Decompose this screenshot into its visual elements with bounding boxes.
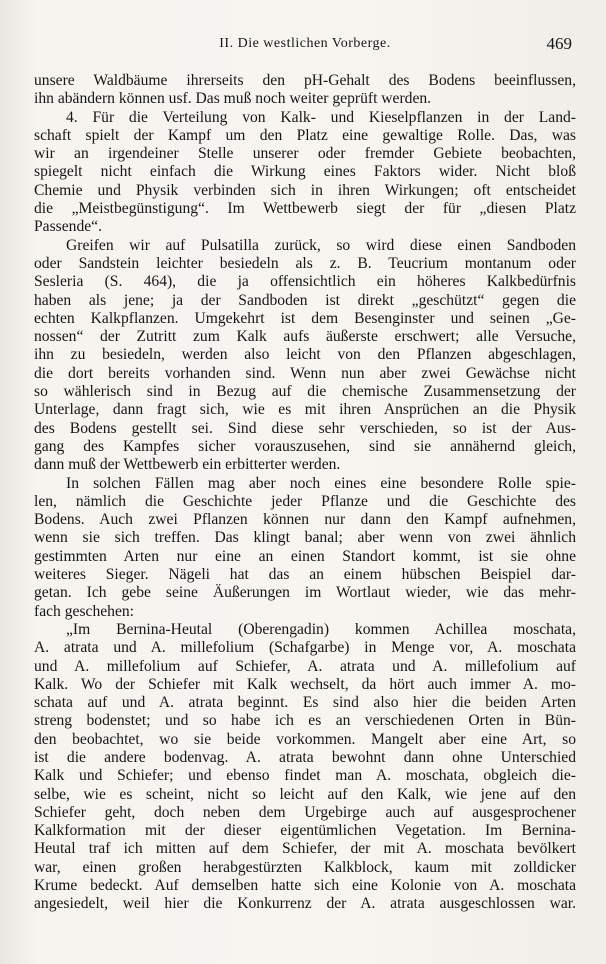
text-line: spiegelt nicht einfach die Wirkung eines Faktors wider. Nicht bloß — [34, 163, 576, 181]
text-line: 4. Für die Verteilung von Kalk- und Kieselpflanzen in der Land- — [66, 108, 576, 126]
text-line: ihn abändern können usf. Das muß noch weiter geprüft werden. — [34, 90, 432, 108]
text-line: getan. Ich gebe seine Äußerungen im Wortlaut wieder, wie das mehr- — [34, 584, 576, 602]
text-line: Heutal traf ich mitten auf dem Schiefer, der mit A. moschata bevölkert — [34, 840, 576, 858]
text-line: In solchen Fällen mag aber noch eines eine besondere Rolle spie- — [66, 474, 576, 492]
text-line: selbe, wie es scheint, nicht so leicht auf den Kalk, wie jene auf den — [34, 785, 576, 803]
running-header — [34, 34, 576, 58]
text-line: dann muß der Wettbewerb ein erbitterter werden. — [34, 456, 341, 474]
text-line: Bodens. Auch zwei Pflanzen können nur dann den Kampf aufnehmen, — [34, 511, 576, 529]
text-line: ist die andere bodenvag. A. atrata bewohnt dann ohne Unterschied — [34, 748, 576, 766]
text-line: schaft spielt der Kampf um den Platz eine gewaltige Rolle. Das, was — [34, 126, 576, 144]
text-line: Kalk und Schiefer; und ebenso findet man A. moschata, obgleich die- — [34, 767, 576, 785]
text-line: Unterlage, dann fragt sich, wie es mit ihren Ansprüchen an die Physik — [34, 401, 576, 419]
text-line: Krume bedeckt. Auf demselben hatte sich eine Kolonie von A. moschata — [34, 877, 576, 895]
text-line: streng bodenstet; und so habe ich es an verschiedenen Orten in Bün- — [34, 712, 576, 730]
text-line: und A. millefolium auf Schiefer, A. atrata und A. millefolium auf — [34, 657, 576, 675]
text-line: Sesleria (S. 464), die ja offensichtlich ein höheres Kalkbedürfnis — [34, 273, 576, 291]
text-line: unsere Waldbäume ihrerseits den pH-Gehalt des Bodens beeinflussen, — [34, 72, 576, 89]
text-line: so wählerisch sind in Bezug auf die chemische Zusammensetzung der — [34, 383, 576, 401]
text-line: haben als jene; ja der Sandboden ist direkt „geschützt“ gegen die — [34, 291, 576, 309]
text-line: die dort bereits vorhanden sind. Wenn nun aber zwei Gewächse nicht — [34, 364, 576, 382]
text-line: ihn zu besiedeln, werden also leicht von den Pflanzen abgeschlagen, — [34, 346, 576, 364]
text-line: den beobachtet, wo sie beide vorkommen. Mangelt aber eine Art, so — [34, 730, 576, 748]
text-line: Schiefer geht, doch neben dem Urgebirge auch auf ausgesprochener — [34, 803, 576, 821]
text-line: len, nämlich die Geschichte jeder Pflanze und die Geschichte des — [34, 492, 576, 510]
page-number: 469 — [546, 34, 572, 53]
text-line: weiteres Sieger. Nägeli hat das an einem hübschen Beispiel dar- — [34, 566, 576, 584]
text-line: Greifen wir auf Pulsatilla zurück, so wird diese einen Sandboden — [66, 236, 576, 254]
text-line: Passende“. — [34, 218, 102, 236]
text-line: Kalk. Wo der Schiefer mit Kalk wechselt, da hört auch immer A. mo- — [34, 675, 576, 693]
text-line: nossen“ der Zutritt zum Kalk aufs äußerste erschwert; alle Versuche, — [34, 328, 576, 346]
text-line: gestimmten Arten nur eine an einen Standort kommt, ist sie ohne — [34, 547, 576, 565]
text-line: oder Sandstein leichter besiedeln als z. B. Teucrium montanum oder — [34, 254, 576, 272]
text-line: Kalkformation mit der dieser eigentümlichen Vegetation. Im Bernina- — [34, 822, 576, 840]
text-line: angesiedelt, weil hier die Konkurrenz der A. atrata ausgeschlossen war. — [34, 895, 576, 913]
text-line: echten Kalkpflanzen. Umgekehrt ist dem Besenginster und seinen „Ge- — [34, 309, 576, 327]
text-line: gang des Kampfes sicher vorauszusehen, sind sie annähernd gleich, — [34, 437, 576, 455]
text-line: Chemie und Physik verbinden sich in ihren Wirkungen; oft entscheidet — [34, 181, 576, 199]
text-line: „Im Bernina-Heutal (Oberengadin) kommen Achillea moschata, — [66, 620, 576, 638]
text-line: die „Meistbegünstigung“. Im Wettbewerb siegt der für „diesen Platz — [34, 200, 576, 218]
text-line: war, einen großen herabgestürzten Kalkblock, kaum mit zolldicker — [34, 858, 576, 876]
text-line: fach geschehen: — [34, 602, 135, 620]
text-line: des Bodens gestellt sei. Sind diese sehr verschieden, so ist der Aus- — [34, 419, 576, 437]
body-text — [34, 72, 576, 914]
text-line: wenn sie sich treffen. Das klingt banal; aber wenn von zwei ähnlich — [34, 529, 576, 547]
text-line: schata auf und A. atrata beginnt. Es sind also hier die beiden Arten — [34, 694, 576, 712]
chapter-title: II. Die westlichen Vorberge. — [219, 36, 391, 51]
text-line: A. atrata und A. millefolium (Schafgarbe) in Menge vor, A. moschata — [34, 639, 576, 657]
text-line: wir an irgendeiner Stelle unserer oder fremder Gebiete beobachten, — [34, 145, 576, 163]
